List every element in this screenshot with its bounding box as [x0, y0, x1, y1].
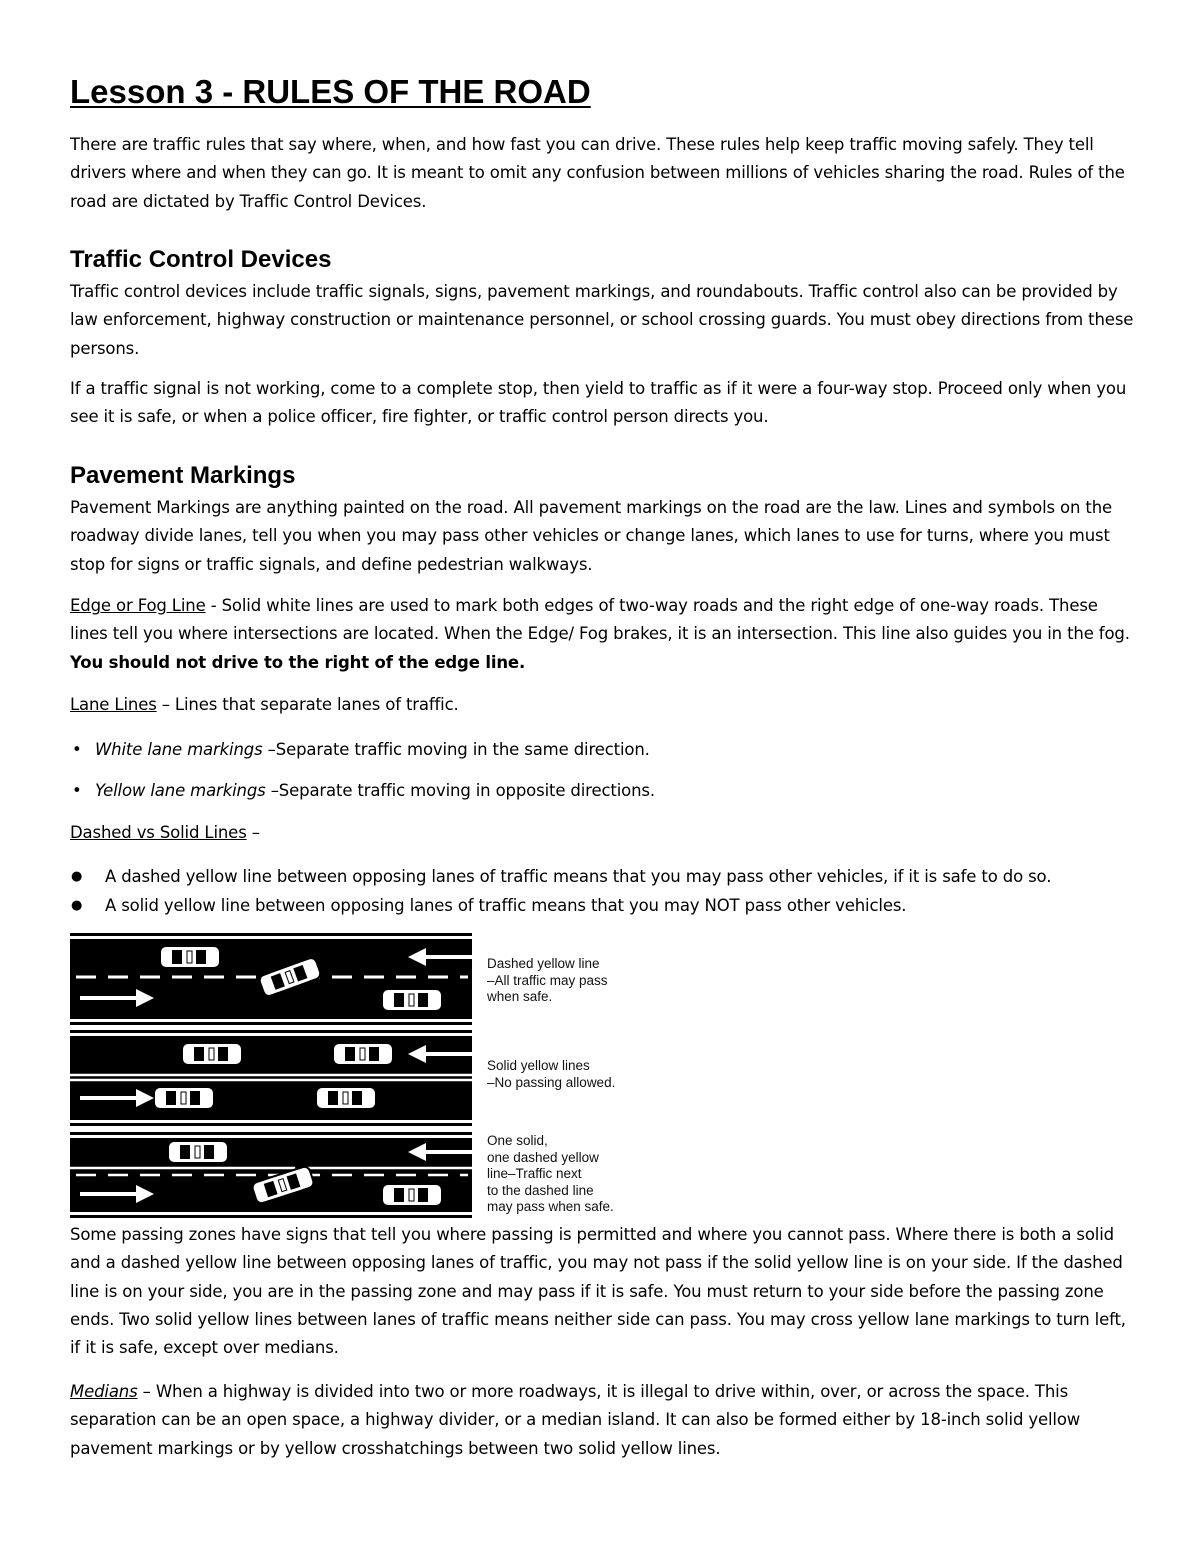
- edge-fog-line-warning: You should not drive to the right of the edge line.: [70, 652, 526, 672]
- passing-zones-paragraph: Some passing zones have signs that tell you where passing is permitted and where you cannot pass. Where there is both a solid and a dashed yellow line between opposing lanes of traffic, you may not pass if the solid yellow line is on your side. If the dashed line is on your side, you are in the passing zone and may pass if it is safe. You must return to your side before the passing zone ends. Two solid yellow lines between lanes of traffic means neither side can pass. You may cross yellow lane markings to turn left, if it is safe, except over medians.: [70, 1225, 1126, 1358]
- road-solid-and-dashed: [70, 1132, 478, 1218]
- caption-line: –All traffic may pass: [487, 972, 608, 988]
- solid-line-rule: A solid yellow line between opposing lanes of traffic means that you may NOT pass other vehicles.: [105, 896, 907, 915]
- car-icon: [316, 1084, 376, 1112]
- bullet-icon: ●: [71, 869, 83, 884]
- caption-line: to the dashed line: [487, 1182, 594, 1198]
- traffic-control-paragraph: Traffic control devices include traffic signals, signs, pavement markings, and roundabouts. Traffic control also can be provided by law enforcement, highway construction or maintenance personnel, or school crossing guards. You must obey directions from these persons.: [70, 282, 1134, 358]
- car-icon: [160, 943, 220, 971]
- caption-line: when safe.: [487, 989, 553, 1004]
- lane-lines-text: – Lines that separate lanes of traffic.: [156, 695, 459, 714]
- caption-solid-yellow: [487, 1058, 615, 1091]
- dashed-line-rule: A dashed yellow line between opposing lanes of traffic means that you may pass other vehicles, if it is safe to do so.: [105, 867, 1052, 886]
- car-icon: [154, 1084, 214, 1112]
- yellow-lane-markings-term: Yellow lane markings: [95, 781, 266, 800]
- medians-term: Medians: [70, 1382, 138, 1401]
- lane-lines-paragraph: [70, 691, 1135, 719]
- caption-line: line–Traffic next: [487, 1166, 582, 1181]
- medians-paragraph: [70, 1378, 1135, 1463]
- dashed-vs-solid-text: –: [246, 823, 260, 842]
- bullet-icon: •: [72, 781, 82, 800]
- car-icon: [168, 1138, 228, 1166]
- white-lane-markings-text: –Separate traffic moving in the same direction.: [262, 740, 650, 759]
- intro-paragraph: There are traffic rules that say where, when, and how fast you can drive. These rules help keep traffic moving safely. They tell drivers where and when they can go. It is meant to omit any confusion between millions of vehicles sharing the road. Rules of the road are dictated by Traffic Control Devices.: [70, 135, 1125, 211]
- edge-fog-line-paragraph: [70, 592, 1135, 677]
- white-lane-markings-term: White lane markings: [95, 740, 263, 759]
- signal-not-working-paragraph: If a traffic signal is not working, come to a complete stop, then yield to traffic as if it were a four-way stop. Proceed only when you see it is safe, or when a police officer, fire fighter, or traffic control person directs you.: [70, 379, 1127, 427]
- caption-dashed-yellow: [487, 956, 608, 1006]
- road-solid-lines: [70, 1030, 478, 1126]
- edge-fog-line-term: Edge or Fog Line: [70, 596, 206, 615]
- edge-fog-line-text: - Solid white lines are used to mark both edges of two-way roads and the right edge of one-way roads. These lines tell you where intersections are located. When the Edge/ Fog brakes, it is an intersection. This line also guides you in the fog.: [70, 596, 1130, 644]
- pavement-markings-heading: Pavement Markings: [70, 462, 296, 489]
- traffic-control-devices-heading: Traffic Control Devices: [70, 246, 332, 273]
- car-icon: [182, 1040, 242, 1068]
- pavement-markings-paragraph: Pavement Markings are anything painted on the road. All pavement markings on the road are the law. Lines and symbols on the roadway divide lanes, tell you when you may pass other vehicles or change lanes, which lanes to use for turns, where you must stop for signs or traffic signals, and define pedestrian walkways.: [70, 498, 1113, 574]
- road-dashed-line: [70, 933, 478, 1025]
- lane-markings-diagram: [68, 930, 478, 1220]
- page-title: Lesson 3 - RULES OF THE ROAD: [70, 73, 591, 110]
- lane-lines-term: Lane Lines: [70, 695, 157, 714]
- bullet-icon: ●: [71, 898, 83, 913]
- yellow-lane-markings-text: –Separate traffic moving in opposite directions.: [265, 781, 655, 800]
- bullet-icon: •: [72, 740, 82, 759]
- dashed-vs-solid-term: Dashed vs Solid Lines: [70, 823, 247, 842]
- car-icon: [333, 1040, 393, 1068]
- caption-line: Solid yellow lines: [487, 1058, 590, 1073]
- car-icon: [382, 986, 442, 1014]
- car-icon: [382, 1181, 442, 1209]
- caption-line: may pass when safe.: [487, 1199, 614, 1214]
- caption-line: One solid,: [487, 1133, 548, 1148]
- caption-line: –No passing allowed.: [487, 1074, 616, 1090]
- caption-solid-and-dashed: [487, 1133, 614, 1216]
- caption-line: Dashed yellow line: [487, 956, 600, 971]
- dashed-vs-solid-paragraph: [70, 819, 1135, 847]
- medians-text: – When a highway is divided into two or more roadways, it is illegal to drive within, over, or across the space. This separation can be an open space, a highway divider, or a median island. It can also be formed either by 18-inch solid yellow pavement markings or by yellow crosshatchings between two solid yellow lines.: [70, 1382, 1081, 1458]
- caption-line: one dashed yellow: [487, 1149, 599, 1165]
